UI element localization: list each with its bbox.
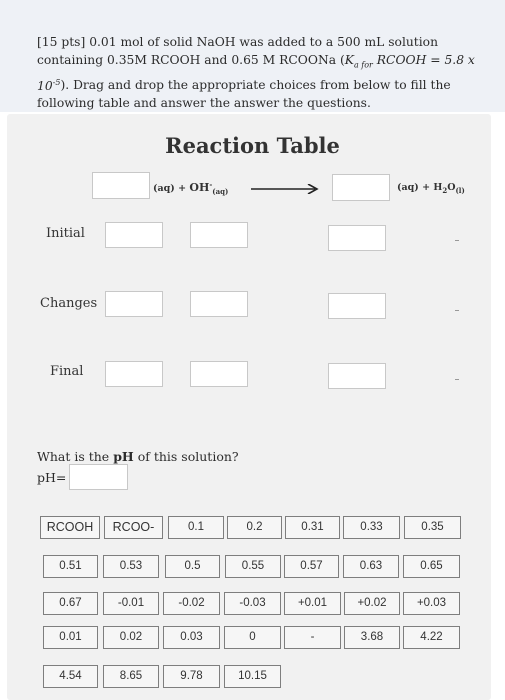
ka-subscript: a for	[353, 59, 373, 69]
choice-chip[interactable]: +0.01	[284, 592, 341, 615]
choice-chip[interactable]: RCOO-	[104, 516, 163, 539]
choice-chip[interactable]: -0.03	[224, 592, 281, 615]
row-label-initial: Initial	[46, 226, 85, 241]
ph-question-pre: What is the	[37, 449, 114, 464]
choice-chip[interactable]: 0.2	[227, 516, 282, 539]
choice-chip[interactable]: 4.22	[403, 626, 460, 649]
choice-chip[interactable]: 9.78	[163, 665, 220, 688]
water-oxygen: O	[447, 182, 456, 193]
final-acid-drop-zone[interactable]	[105, 361, 163, 387]
ka-value: RCOOH = 5.8 x 10	[37, 52, 475, 93]
hydroxide-label: OH	[189, 181, 210, 195]
initial-water-placeholder	[455, 240, 459, 241]
changes-hydroxide-drop-zone[interactable]	[190, 291, 248, 317]
final-product-drop-zone[interactable]	[328, 363, 386, 389]
final-hydroxide-drop-zone[interactable]	[190, 361, 248, 387]
product-suffix: (aq) + H	[397, 182, 443, 193]
choice-chip[interactable]: 0.31	[285, 516, 340, 539]
product-equation-text	[397, 182, 465, 195]
question-text	[37, 34, 492, 113]
choice-chip[interactable]: 0.51	[43, 555, 98, 578]
choice-chip[interactable]: 8.65	[103, 665, 159, 688]
choice-chip[interactable]: 0.65	[403, 555, 460, 578]
choice-chip[interactable]: 0.03	[163, 626, 220, 649]
choice-chip[interactable]: 0.63	[343, 555, 399, 578]
ph-drop-zone[interactable]	[69, 464, 128, 490]
row-label-changes: Changes	[40, 296, 98, 311]
choice-chip[interactable]: RCOOH	[40, 516, 100, 539]
choice-chip[interactable]: 4.54	[43, 665, 98, 688]
choice-chip[interactable]: -0.02	[163, 592, 220, 615]
choice-chip[interactable]: 0.33	[343, 516, 400, 539]
reaction-table-title: Reaction Table	[165, 133, 340, 158]
changes-product-drop-zone[interactable]	[328, 293, 386, 319]
choice-chip[interactable]: 0.53	[103, 555, 159, 578]
reaction-arrow-icon	[251, 184, 319, 194]
ph-question-bold: pH	[113, 449, 134, 464]
hydroxide-charge: -	[209, 180, 213, 189]
ka-exponent: -5	[52, 77, 61, 87]
ka-symbol: K	[344, 52, 354, 67]
points-label: [15 pts]	[37, 35, 86, 49]
ph-question-post: of this solution?	[133, 449, 239, 464]
product-drop-zone[interactable]	[332, 174, 390, 201]
ph-question	[37, 449, 239, 464]
choice-chip[interactable]: 0.57	[284, 555, 339, 578]
choice-chip[interactable]: -	[284, 626, 341, 649]
initial-hydroxide-drop-zone[interactable]	[190, 222, 248, 248]
choice-chip[interactable]: -0.01	[103, 592, 159, 615]
row-label-final: Final	[50, 364, 84, 379]
question-part1: 0.01 mol of solid NaOH was added to a 500 mL solution containing 0.35M RCOOH and 0.65 M RCOONa (	[37, 35, 439, 67]
choice-chip[interactable]: 0.02	[103, 626, 159, 649]
reactant-drop-zone[interactable]	[92, 172, 150, 199]
initial-product-drop-zone[interactable]	[328, 225, 386, 251]
choice-chip[interactable]: 0.01	[43, 626, 98, 649]
reactant-equation-text	[153, 180, 228, 196]
initial-acid-drop-zone[interactable]	[105, 222, 163, 248]
hydroxide-state: (aq)	[212, 187, 229, 197]
choice-chip[interactable]: 0.55	[225, 555, 281, 578]
choice-chip[interactable]: +0.02	[344, 592, 400, 615]
changes-water-placeholder	[455, 310, 459, 311]
choice-chip[interactable]: +0.03	[403, 592, 460, 615]
changes-acid-drop-zone[interactable]	[105, 291, 163, 317]
choice-chip[interactable]: 0.5	[165, 555, 220, 578]
choice-chip[interactable]: 10.15	[224, 665, 281, 688]
choice-chip[interactable]: 0.35	[404, 516, 461, 539]
ph-label: pH=	[37, 470, 67, 485]
final-water-placeholder	[455, 379, 459, 380]
choice-chip[interactable]: 0	[224, 626, 281, 649]
reactant-suffix: (aq) +	[153, 183, 187, 195]
choice-chip[interactable]: 0.1	[168, 516, 224, 539]
water-subscript: 2	[442, 185, 448, 195]
question-part2: ). Drag and drop the appropriate choices from below to fill the following table and answer the answer the questions.	[37, 78, 451, 111]
water-state: (l)	[455, 185, 465, 195]
choice-chip[interactable]: 3.68	[344, 626, 400, 649]
choice-chip[interactable]: 0.67	[43, 592, 98, 615]
